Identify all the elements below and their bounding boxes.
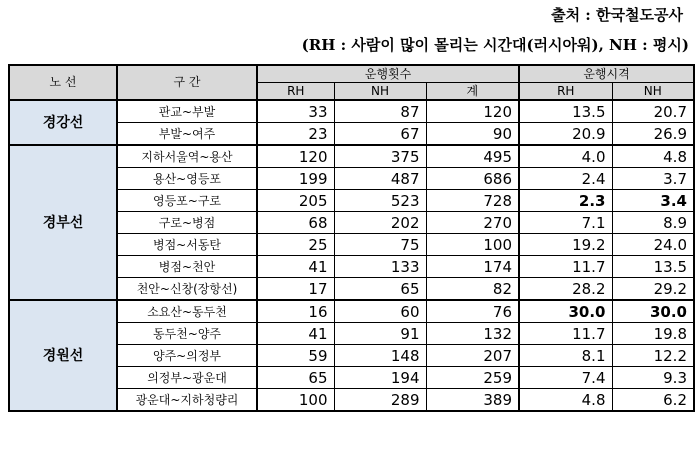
runs-total-cell: 120 <box>426 100 519 123</box>
runs-total-cell: 259 <box>426 367 519 389</box>
runs-rh-cell: 59 <box>257 345 334 367</box>
section-cell: 부발~여주 <box>117 123 257 146</box>
time-nh-cell: 29.2 <box>612 278 694 301</box>
runs-total-cell: 100 <box>426 234 519 256</box>
time-nh-cell: 4.8 <box>612 145 694 168</box>
section-cell: 병점~서동탄 <box>117 234 257 256</box>
time-nh-cell: 8.9 <box>612 212 694 234</box>
time-rh-cell: 2.3 <box>519 190 612 212</box>
train-operations-table <box>8 64 695 412</box>
runs-rh-cell: 120 <box>257 145 334 168</box>
runs-total-cell: 270 <box>426 212 519 234</box>
time-rh-cell: 19.2 <box>519 234 612 256</box>
time-nh-cell: 24.0 <box>612 234 694 256</box>
abbreviation-note: (RH : 사람이 많이 몰리는 시간대(러시아워), NH : 평시) <box>301 36 689 54</box>
runs-rh-cell: 33 <box>257 100 334 123</box>
table-row <box>9 145 694 168</box>
runs-nh-cell: 65 <box>334 278 426 301</box>
header-line: 노 선 <box>9 65 117 100</box>
runs-rh-cell: 65 <box>257 367 334 389</box>
header-section: 구 간 <box>117 65 257 100</box>
time-rh-cell: 11.7 <box>519 256 612 278</box>
section-cell: 용산~영등포 <box>117 168 257 190</box>
runs-total-cell: 389 <box>426 389 519 412</box>
runs-total-cell: 495 <box>426 145 519 168</box>
time-rh-cell: 8.1 <box>519 345 612 367</box>
time-rh-cell: 7.4 <box>519 367 612 389</box>
runs-nh-cell: 375 <box>334 145 426 168</box>
runs-rh-cell: 16 <box>257 300 334 323</box>
section-cell: 양주~의정부 <box>117 345 257 367</box>
table-row <box>9 300 694 323</box>
time-rh-cell: 7.1 <box>519 212 612 234</box>
runs-nh-cell: 289 <box>334 389 426 412</box>
time-nh-cell: 6.2 <box>612 389 694 412</box>
section-cell: 천안~신창(장항선) <box>117 278 257 301</box>
runs-nh-cell: 523 <box>334 190 426 212</box>
time-rh-cell: 28.2 <box>519 278 612 301</box>
runs-nh-cell: 133 <box>334 256 426 278</box>
header-runs-group: 운행횟수 <box>257 65 519 83</box>
time-nh-cell: 19.8 <box>612 323 694 345</box>
header-time-rh: RH <box>519 83 612 101</box>
runs-rh-cell: 205 <box>257 190 334 212</box>
runs-rh-cell: 199 <box>257 168 334 190</box>
section-cell: 의정부~광운대 <box>117 367 257 389</box>
time-rh-cell: 4.0 <box>519 145 612 168</box>
section-cell: 구로~병점 <box>117 212 257 234</box>
header-runs-nh: NH <box>334 83 426 101</box>
time-rh-cell: 4.8 <box>519 389 612 412</box>
runs-nh-cell: 487 <box>334 168 426 190</box>
runs-nh-cell: 91 <box>334 323 426 345</box>
time-nh-cell: 26.9 <box>612 123 694 146</box>
time-nh-cell: 12.2 <box>612 345 694 367</box>
time-nh-cell: 9.3 <box>612 367 694 389</box>
header-time-nh: NH <box>612 83 694 101</box>
source-caption: 출처 : 한국철도공사 <box>551 6 683 24</box>
runs-total-cell: 686 <box>426 168 519 190</box>
runs-nh-cell: 202 <box>334 212 426 234</box>
line-name-cell: 경원선 <box>9 300 117 411</box>
runs-rh-cell: 41 <box>257 256 334 278</box>
time-nh-cell: 30.0 <box>612 300 694 323</box>
runs-nh-cell: 87 <box>334 100 426 123</box>
time-rh-cell: 11.7 <box>519 323 612 345</box>
time-rh-cell: 13.5 <box>519 100 612 123</box>
runs-nh-cell: 148 <box>334 345 426 367</box>
section-cell: 영등포~구로 <box>117 190 257 212</box>
line-name-cell: 경부선 <box>9 145 117 300</box>
section-cell: 광운대~지하청량리 <box>117 389 257 412</box>
runs-total-cell: 76 <box>426 300 519 323</box>
table-body <box>9 100 694 411</box>
time-nh-cell: 3.4 <box>612 190 694 212</box>
runs-total-cell: 90 <box>426 123 519 146</box>
runs-nh-cell: 194 <box>334 367 426 389</box>
header-runs-total: 계 <box>426 83 519 101</box>
runs-total-cell: 728 <box>426 190 519 212</box>
section-cell: 판교~부발 <box>117 100 257 123</box>
runs-nh-cell: 67 <box>334 123 426 146</box>
time-nh-cell: 3.7 <box>612 168 694 190</box>
header-runs-rh: RH <box>257 83 334 101</box>
runs-rh-cell: 17 <box>257 278 334 301</box>
line-name-cell: 경강선 <box>9 100 117 145</box>
runs-total-cell: 174 <box>426 256 519 278</box>
time-rh-cell: 30.0 <box>519 300 612 323</box>
runs-rh-cell: 68 <box>257 212 334 234</box>
section-cell: 소요산~동두천 <box>117 300 257 323</box>
section-cell: 병점~천안 <box>117 256 257 278</box>
time-rh-cell: 20.9 <box>519 123 612 146</box>
table-row <box>9 100 694 123</box>
section-cell: 동두천~양주 <box>117 323 257 345</box>
time-rh-cell: 2.4 <box>519 168 612 190</box>
runs-rh-cell: 23 <box>257 123 334 146</box>
header-time-group: 운행시격 <box>519 65 694 83</box>
runs-rh-cell: 25 <box>257 234 334 256</box>
runs-total-cell: 207 <box>426 345 519 367</box>
header-row-top <box>9 65 694 83</box>
section-cell: 지하서울역~용산 <box>117 145 257 168</box>
runs-nh-cell: 60 <box>334 300 426 323</box>
time-nh-cell: 13.5 <box>612 256 694 278</box>
time-nh-cell: 20.7 <box>612 100 694 123</box>
runs-rh-cell: 41 <box>257 323 334 345</box>
runs-rh-cell: 100 <box>257 389 334 412</box>
runs-total-cell: 132 <box>426 323 519 345</box>
runs-total-cell: 82 <box>426 278 519 301</box>
runs-nh-cell: 75 <box>334 234 426 256</box>
